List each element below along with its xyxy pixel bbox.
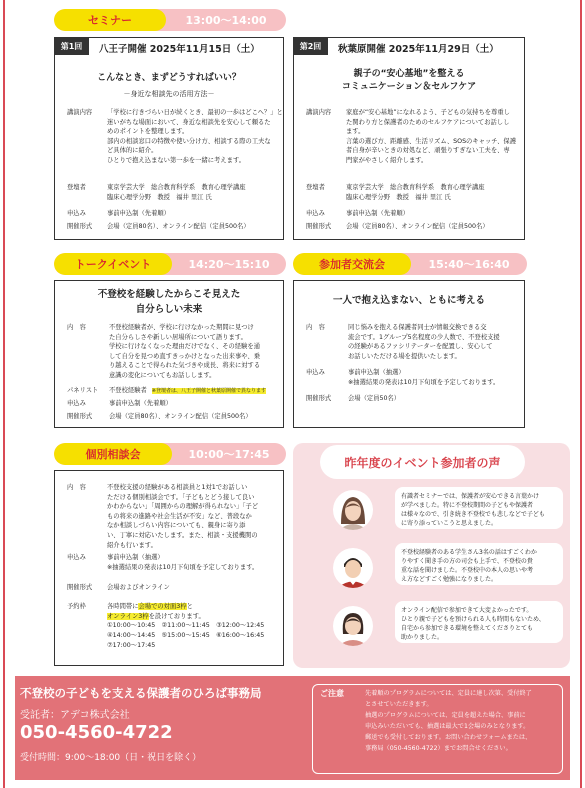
row-value: 同じ悩みを抱える保護者同士が情報交換できる交 流会です。1グループ5名程度の少人数で、不登校支援 の経験があるファシリテーターを配置し、安心して お話しいただける場を提供いたします。: [348, 324, 500, 360]
row-value: 事前申込制（先着順）: [109, 400, 172, 407]
seminar-2-card: [293, 37, 525, 240]
row-value: 事前申込制（先着順）: [107, 210, 170, 217]
slot-times: ⑦17:00～17:45: [107, 642, 156, 649]
seminar-1-apply-row: [67, 209, 281, 219]
row-key: 予約枠: [67, 603, 86, 610]
notice-label: ご注意: [320, 689, 344, 698]
row-key: 登壇者: [67, 184, 86, 191]
row-key: 申込み: [67, 554, 86, 561]
seminar-1-badge: 第1回: [54, 37, 89, 55]
talk-panelist-row: [67, 386, 281, 396]
frame-left: [3, 0, 5, 788]
row-value: 事前申込制（先着順）: [346, 210, 409, 217]
consult-time: 10:00～17:45: [188, 448, 270, 461]
exchange-card: [293, 280, 525, 428]
row-key: 開催形式: [67, 584, 93, 591]
talk-apply-row: [67, 399, 281, 409]
seminar-1-title: こんなとき、まずどうすればいい？: [97, 73, 241, 83]
row-key: 開催形式: [306, 223, 332, 230]
seminar-1-subtitle: －身近な相談先の活用方法－: [123, 90, 215, 98]
exchange-apply-row: [306, 368, 522, 388]
slot-line-1: [107, 621, 283, 631]
seminar-tag: [54, 9, 286, 31]
seminar-2-date: 秋葉原開催 2025年11月29日（土）: [338, 44, 499, 55]
row-key: パネリスト: [67, 387, 99, 394]
row-key: 申込み: [306, 369, 325, 376]
slot-text-2: と: [186, 603, 193, 610]
slot-line-2: [107, 631, 283, 641]
seminar-1-format-row: [67, 222, 281, 232]
voices-title: 昨年度のイベント参加者の声: [320, 445, 525, 479]
row-key: 講演内容: [306, 109, 332, 116]
row-value: 会場およびオンライン: [107, 584, 170, 591]
row-key: 内 容: [67, 484, 86, 491]
row-key: 開催形式: [306, 395, 332, 402]
slot-text-3: を設けております。: [148, 612, 205, 620]
parent-woman-avatar: [333, 490, 373, 530]
consult-content-row: [67, 483, 281, 553]
slot-online-highlight: オンライン3枠: [107, 612, 149, 620]
row-value: 会場（定員80名）、オンライン配信（定員500名）: [109, 413, 252, 420]
seminar-label: セミナー: [54, 9, 166, 31]
exchange-format-row: [306, 394, 522, 404]
talk-card: [54, 280, 284, 428]
row-value: 家庭が“安心基地”になれるよう、子どもの気持ちを尊重し た関わり方と保護者のためのセルフケアについてお話しし ます。 言葉の選び方、距離感、生活リズム、SOSのキャッチ、保護 者自身が辛いときの対処など、頑張りすぎない工夫を、専 門家がやさしく紹介します。: [346, 109, 516, 164]
row-key: 申込み: [67, 400, 86, 407]
row-key: 開催形式: [67, 413, 93, 420]
parent-man-avatar: [333, 548, 373, 588]
panelist-note: ※登壇者は、八王子開催と秋葉原開催で異なります: [151, 388, 266, 394]
consult-slots-row: [67, 602, 281, 622]
row-value: 「学校に行きづらい日が続くとき、最初の一歩はどこへ？」と 迷いがちな場面において、身近な相談先を安心して頼るた めのポイントを整理します。 部内の相談窓口の特徴や使い分け方、相談する際の工夫な ど具体的に紹介。 ひとりで抱え込まない第一歩を一緒に考えます。: [107, 109, 283, 164]
row-value: 事前申込制（抽選） ※抽選結果の発表は10月下旬頃を予定しております。: [348, 369, 500, 386]
seminar-time: 13:00～14:00: [185, 14, 267, 27]
row-key: 申込み: [67, 210, 86, 217]
consult-apply-row: [67, 553, 281, 573]
row-value: 事前申込制（抽選） ※抽選結果の発表は10月下旬頃を予定しております。: [107, 554, 259, 571]
talk-time: 14:20～15:10: [188, 258, 270, 271]
talk-title: 不登校を経験したからこそ見えた 自分らしい未来: [97, 289, 241, 315]
talk-content-row: [67, 323, 281, 383]
frame-right: [580, 0, 582, 788]
row-value: 東京学芸大学 総合教育科学系 教育心理学講座 臨床心理学分野 教授 福井 里江 氏: [107, 184, 246, 201]
exchange-title: 一人で抱え込まない、ともに考える: [332, 295, 485, 306]
seminar-1-content-row: [67, 108, 281, 168]
seminar-2-badge: 第2回: [293, 37, 328, 55]
consult-format-row: [67, 583, 281, 593]
slot-venue-highlight: 会場での対面3枠: [138, 603, 187, 610]
seminar-2-speaker-row: [306, 183, 522, 203]
slot-text-1: 各時間帯に: [107, 603, 139, 610]
row-value: 会場（定員80名）、オンライン配信（定員500名）: [107, 223, 250, 230]
seminar-2-content-row: [306, 108, 522, 168]
exchange-label: 参加者交流会: [293, 253, 411, 275]
slot-times: ④14:00～14:45 ⑤15:00～15:45 ⑥16:00～16:45: [107, 632, 265, 639]
notice-text: 先着順のプログラムについては、定員に達し次第、受付終了 とさせていただきます。 抽選のプログラムについては、定員を超えた場合、事前に 申込みいただいても、抽選は最大で1会場のみとなります。 郵送でも受付しております。お問い合わせフォームまたは、 事務局（050-4560-4722）までお問合せください。: [365, 690, 532, 752]
row-value: 不登校支援の経験がある相談員と1対1でお話しい ただける個別相談会です。「子どもとどう接して良い かわからない」「周囲からの理解が得られない」「子ど もの将来の進路や社会生活が不安」など、普段なか なか相談しづらい内容についても、親身に寄り添 い、丁寧に対応いたします。また、相談・支援機関の 紹介も行います。: [107, 484, 259, 549]
talk-format-row: [67, 412, 281, 422]
row-key: 講演内容: [67, 109, 93, 116]
row-value-wrap: [109, 386, 285, 397]
exchange-time: 15:40～16:40: [428, 258, 510, 271]
slot-line-3: [107, 641, 283, 651]
parent-woman-2-avatar: [333, 606, 373, 646]
voice-3: オンライン配信で参加できて大変よかったです。 ひとり親で子どもを預けられる人も時間もないため、 自宅から参加できる環境を整えてくださりとても 助かりました。: [395, 601, 563, 643]
talk-label: トークイベント: [54, 253, 172, 275]
row-key: 登壇者: [306, 184, 325, 191]
voice-1: 有識者セミナーでは、保護者が安心できる言葉かけ が学べました。特に不登校期間の子どもや保護者 は様々なので、引き続き不登校でも悲しなどで子ども に寄り添っていこうと思えました。: [395, 487, 563, 529]
row-key: 内 容: [306, 324, 325, 331]
exchange-content-row: [306, 323, 522, 363]
row-value: 東京学芸大学 総合教育科学系 教育心理学講座 臨床心理学分野 教授 福井 里江 氏: [346, 184, 485, 201]
consult-tag: [54, 443, 286, 465]
row-value: 会場（定員80名）、オンライン配信（定員500名）: [346, 223, 489, 230]
seminar-2-format-row: [306, 222, 522, 232]
phone-number[interactable]: 050-4560-4722: [20, 722, 173, 743]
slot-times: ①10:00～10:45 ②11:00～11:45 ③12:00～12:45: [107, 622, 265, 629]
office-name: 不登校の子どもを支える保護者のひろば事務局: [20, 686, 262, 700]
seminar-2-title: 親子の“安心基地”を整える コミュニケーション＆セルフケア: [341, 69, 477, 92]
talk-tag: [54, 253, 286, 275]
voice-2: 不登校経験者のある学生さん3名の話はすごくわか りやすく聞き手の方の司会も上手で、不登校の貴 重な話を聞けました。不登校中の本人の思いや考 え方などすごく勉強になりました。: [395, 543, 563, 585]
panelist-value: 不登校経験者: [109, 387, 147, 394]
row-key: 内 容: [67, 324, 86, 331]
consult-card: [54, 470, 284, 666]
seminar-1-speaker-row: [67, 183, 281, 203]
receiver: 受託者：アデコ株式会社: [20, 710, 130, 721]
row-value: 不登校経験者が、学校に行けなかった期間に見つけ た自分らしさや新しい居場所について語ります。 学校に行けなくなった理由だけでなく、その経験を通 して自分を見つめ直すきっかけとなった出来事や、乗 り越えることで得られた気づきや成長、将来に対する 意識の変化についてもお話しします。: [109, 324, 261, 379]
office-hours: 受付時間：9:00～18:00（日・祝日を除く）: [20, 753, 202, 763]
row-key: 開催形式: [67, 223, 93, 230]
slot-notice: [107, 602, 285, 621]
seminar-2-apply-row: [306, 209, 522, 219]
exchange-tag: [293, 253, 527, 275]
consult-label: 個別相談会: [54, 443, 172, 465]
seminar-1-card: [54, 37, 284, 240]
seminar-1-date: 八王子開催 2025年11月15日（土）: [99, 44, 260, 55]
row-value: 会場（定員50名）: [348, 395, 401, 402]
row-key: 申込み: [306, 210, 325, 217]
